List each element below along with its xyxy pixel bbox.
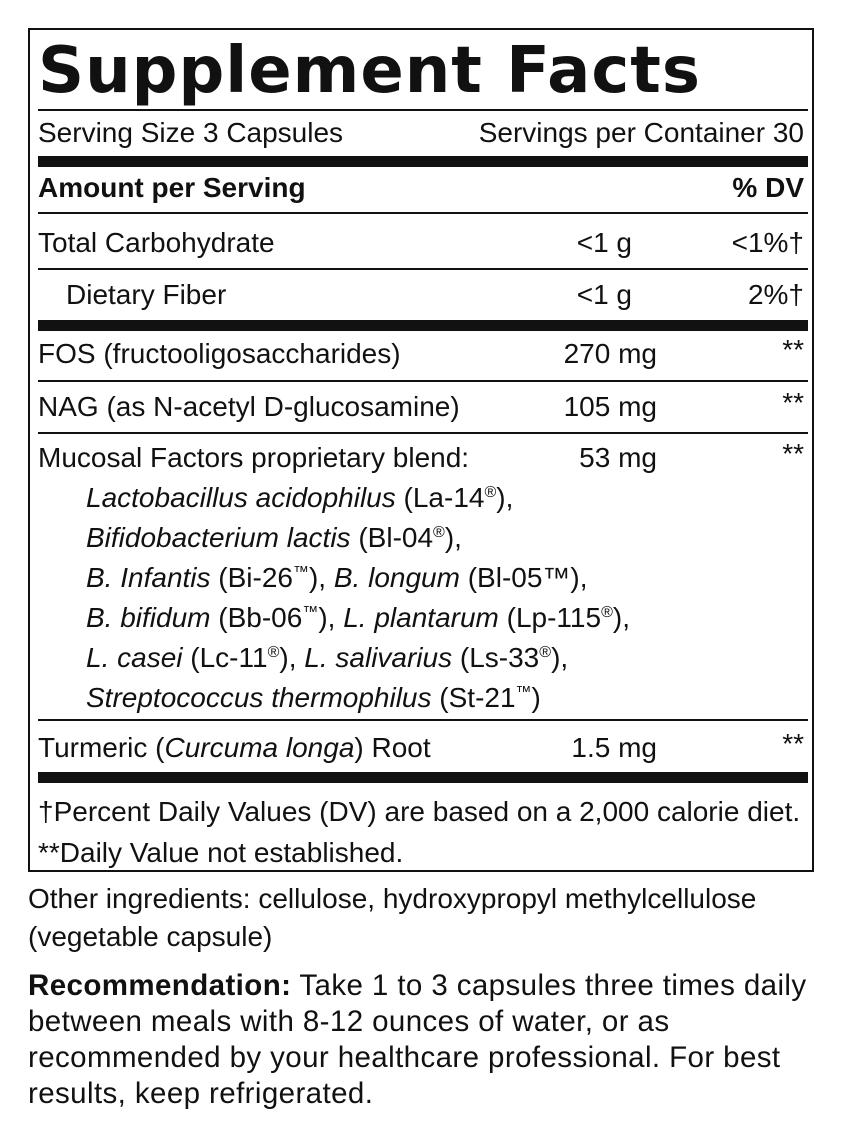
- blend-strain-line: [86, 521, 462, 555]
- ingredient-name: Mucosal Factors proprietary blend:: [38, 442, 470, 473]
- ingredient-dv: **: [782, 728, 804, 759]
- blend-strain-line: [86, 561, 588, 595]
- blend-strain-line: [86, 681, 541, 715]
- nutrient-dv: <1%†: [731, 227, 804, 258]
- nutrient-amount: <1 g: [576, 279, 632, 310]
- recommendation: [28, 968, 814, 1112]
- recommendation-label: Recommendation:: [28, 969, 292, 1002]
- strain-name: Bifidobacterium lactis: [86, 522, 351, 553]
- trademark-mark: ®: [601, 604, 613, 621]
- serving-size: Serving Size 3 Capsules: [38, 117, 344, 148]
- thick-divider: [38, 772, 808, 783]
- ingredient-amount: 1.5 mg: [571, 732, 657, 763]
- blend-strain-line: [86, 641, 568, 675]
- supplement-facts-panel: [28, 28, 814, 872]
- strain-name: Lactobacillus acidophilus: [86, 482, 396, 513]
- strain-code: (Bl-04: [350, 522, 434, 553]
- trademark-mark: ™: [292, 564, 309, 581]
- other-ingredients-line: Other ingredients: cellulose, hydroxypropyl methylcellulose: [28, 883, 757, 914]
- thick-divider: [38, 156, 808, 167]
- strain-code: (Lp-115: [498, 602, 602, 633]
- strain-name: B. bifidum: [86, 602, 211, 633]
- ingredient-name: [38, 731, 431, 765]
- strain-code: (Lc-11: [182, 642, 268, 673]
- not-established-footnote: **Daily Value not established.: [38, 837, 404, 868]
- blend-strain-line: [86, 601, 630, 635]
- strain-name: B. Infantis: [86, 562, 211, 593]
- ingredient-name-suffix: ) Root: [354, 732, 431, 763]
- strain-code: ),: [279, 642, 305, 673]
- servings-per-container: Servings per Container 30: [478, 117, 804, 148]
- strain-name: B. longum: [333, 562, 460, 593]
- trademark-mark: ®: [267, 644, 280, 661]
- strain-code: ),: [612, 602, 630, 633]
- nutrient-dv: 2%†: [747, 279, 804, 310]
- other-ingredients-line: (vegetable capsule): [28, 921, 273, 952]
- ingredient-name-prefix: Turmeric (: [38, 732, 165, 763]
- ingredient-name-botanical: Curcuma longa: [164, 732, 355, 763]
- ingredient-dv: **: [782, 387, 804, 418]
- strain-code: (Ls-33: [452, 642, 540, 673]
- strain-code: (Bb-06: [210, 602, 303, 633]
- divider: [38, 719, 808, 721]
- nutrient-amount: <1 g: [576, 227, 632, 258]
- trademark-mark: ®: [539, 644, 552, 661]
- ingredient-amount: 270 mg: [563, 338, 657, 369]
- recommendation-text: Take 1 to 3 capsules three times daily between meals with 8-12 ounces of water, or as recommended by your healthcare professional. For best results, keep refrigerated.: [28, 969, 807, 1110]
- strain-code: (Bl-05™),: [459, 562, 588, 593]
- dv-heading: % DV: [732, 172, 804, 203]
- ingredient-amount: 105 mg: [563, 391, 657, 422]
- strain-code: ),: [496, 482, 514, 513]
- blend-strain-line: [86, 481, 513, 515]
- strain-code: ),: [444, 522, 462, 553]
- strain-name: Streptococcus thermophilus: [86, 682, 432, 713]
- strain-code: ),: [308, 562, 334, 593]
- ingredient-name: NAG (as N-acetyl D-glucosamine): [38, 391, 460, 422]
- amount-per-serving-heading: Amount per Serving: [38, 172, 306, 203]
- ingredient-dv: **: [782, 438, 804, 469]
- strain-name: L. salivarius: [304, 642, 453, 673]
- trademark-mark: ™: [515, 684, 532, 701]
- divider: [38, 268, 808, 270]
- strain-code: (Bi-26: [210, 562, 293, 593]
- panel-title: Supplement Facts: [38, 34, 701, 108]
- divider: [38, 109, 808, 111]
- strain-code: (La-14: [395, 482, 485, 513]
- strain-name: L. casei: [86, 642, 183, 673]
- ingredient-dv: **: [782, 334, 804, 365]
- trademark-mark: ®: [484, 484, 497, 501]
- ingredient-amount: 53 mg: [579, 442, 657, 473]
- divider: [38, 212, 808, 214]
- dv-footnote: †Percent Daily Values (DV) are based on a 2,000 calorie diet.: [38, 796, 801, 827]
- strain-code: ),: [551, 642, 569, 673]
- nutrient-name: Total Carbohydrate: [38, 227, 275, 258]
- trademark-mark: ®: [433, 524, 445, 541]
- strain-code: ),: [318, 602, 344, 633]
- strain-code: ): [531, 682, 541, 713]
- divider: [38, 432, 808, 434]
- strain-name: L. plantarum: [343, 602, 499, 633]
- thick-divider: [38, 320, 808, 331]
- trademark-mark: ™: [302, 604, 319, 621]
- nutrient-name: Dietary Fiber: [66, 279, 227, 310]
- strain-code: (St-21: [431, 682, 516, 713]
- divider: [38, 380, 808, 382]
- ingredient-name: FOS (fructooligosaccharides): [38, 338, 401, 369]
